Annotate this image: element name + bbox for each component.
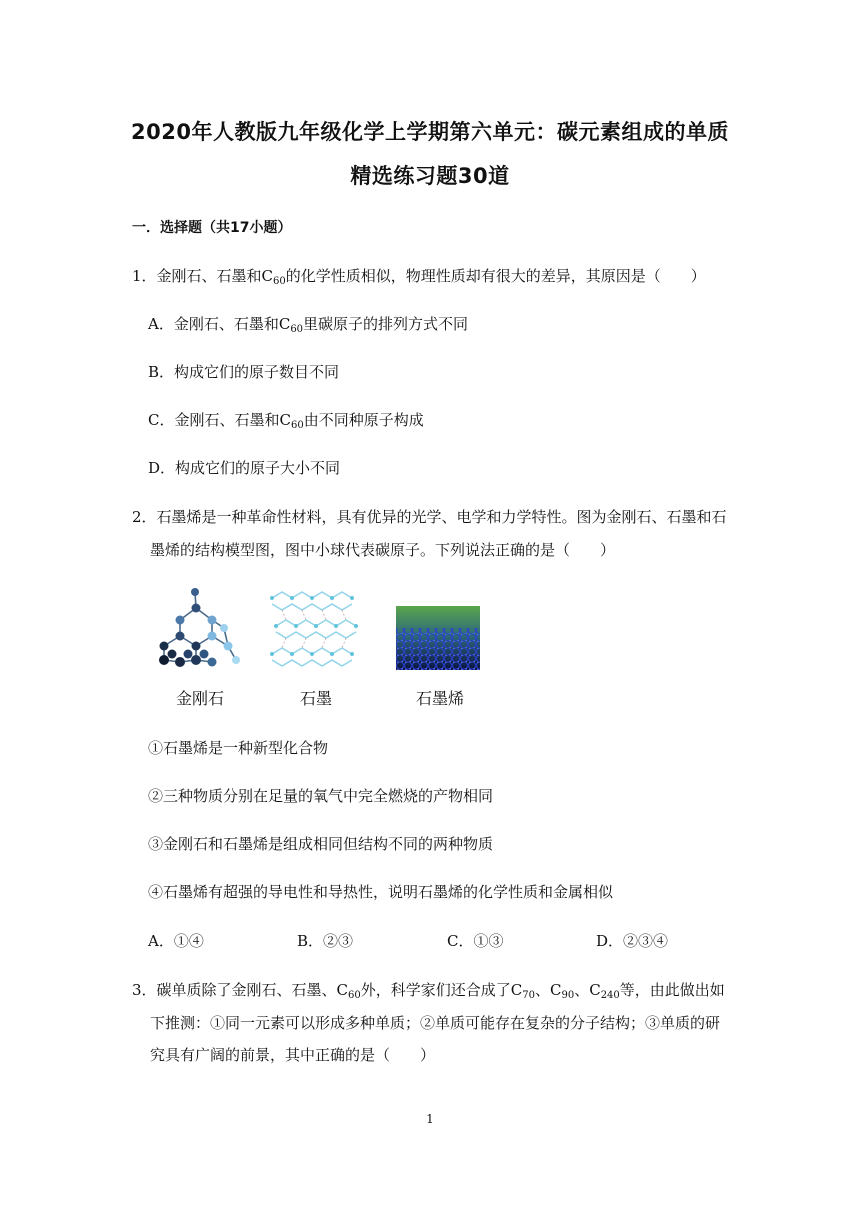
diamond-structure-icon — [150, 584, 246, 670]
page-number: 1 — [426, 1112, 434, 1126]
subscript: 70 — [522, 990, 535, 1001]
figure-caption-graphite: 石墨 — [299, 689, 332, 708]
q2-stem-line2: 墨烯的结构模型图，图中小球代表碳原子。下列说法正确的是（ ） — [150, 541, 616, 559]
subscript: 90 — [561, 990, 575, 1001]
q3-text: 、C — [534, 981, 562, 999]
q3-stem-line3: 究具有广阔的前景，其中正确的是（ ） — [150, 1046, 436, 1064]
subscript: 60 — [348, 990, 361, 1001]
q2-choice-d: D．②③④ — [596, 932, 669, 950]
subscript: 60 — [290, 324, 304, 335]
q1-option-c — [148, 410, 424, 430]
figure-caption-graphene: 石墨烯 — [415, 689, 464, 708]
q3-text: 、C — [574, 981, 601, 999]
option-text: A．金刚石、石墨和C — [148, 315, 291, 333]
q1-stem — [132, 266, 706, 286]
q2-statement-2: ②三种物质分别在足量的氧气中完全燃烧的产物相同 — [148, 787, 494, 805]
option-text: 里碳原子的排列方式不同 — [303, 315, 469, 333]
graphite-structure-icon — [268, 588, 360, 674]
q2-statement-3: ③金刚石和石墨烯是组成相同但结构不同的两种物质 — [148, 835, 494, 853]
q1-option-b: B．构成它们的原子数目不同 — [148, 363, 340, 381]
q3-stem-line2: 下推测：①同一元素可以形成多种单质；②单质可能存在复杂的分子结构；③单质的研 — [150, 1014, 721, 1032]
q1-stem-text: 的化学性质相似，物理性质却有很大的差异，其原因是（ ） — [285, 267, 706, 285]
subscript: 60 — [290, 420, 304, 431]
option-text: C．金刚石、石墨和C — [148, 411, 291, 429]
q2-choice-b: B．②③ — [297, 932, 354, 950]
document-title-line1: 2020年人教版九年级化学上学期第六单元：碳元素组成的单质 — [131, 120, 729, 144]
q2-statement-4: ④石墨烯有超强的导电性和导热性，说明石墨烯的化学性质和金属相似 — [148, 883, 614, 901]
q2-statement-1: ①石墨烯是一种新型化合物 — [148, 739, 329, 757]
subscript: 60 — [273, 276, 286, 287]
q2-stem-line1: 2．石墨烯是一种革命性材料，具有优异的光学、电学和力学特性。图为金刚石、石墨和石 — [132, 508, 727, 526]
q1-stem-text: 1．金刚石、石墨和C — [132, 267, 274, 285]
q1-option-a — [148, 314, 468, 334]
q3-text: 等，由此做出如 — [619, 981, 725, 999]
document-title-line2: 精选练习题30道 — [350, 164, 510, 188]
q1-option-d: D．构成它们的原子大小不同 — [148, 459, 341, 477]
q3-text: 外，科学家们还合成了C — [360, 981, 523, 999]
graphene-structure-icon — [396, 606, 480, 670]
q2-choice-a: A．①④ — [148, 932, 204, 950]
figure-caption-diamond: 金刚石 — [175, 689, 224, 708]
subscript: 240 — [600, 990, 620, 1001]
option-text: 由不同种原子构成 — [303, 411, 424, 429]
q2-choice-c: C．①③ — [447, 932, 504, 950]
q3-stem-line1 — [132, 980, 725, 1000]
section-heading: 一．选择题（共17小题） — [132, 220, 292, 236]
q3-text: 3．碳单质除了金刚石、石墨、C — [132, 981, 349, 999]
